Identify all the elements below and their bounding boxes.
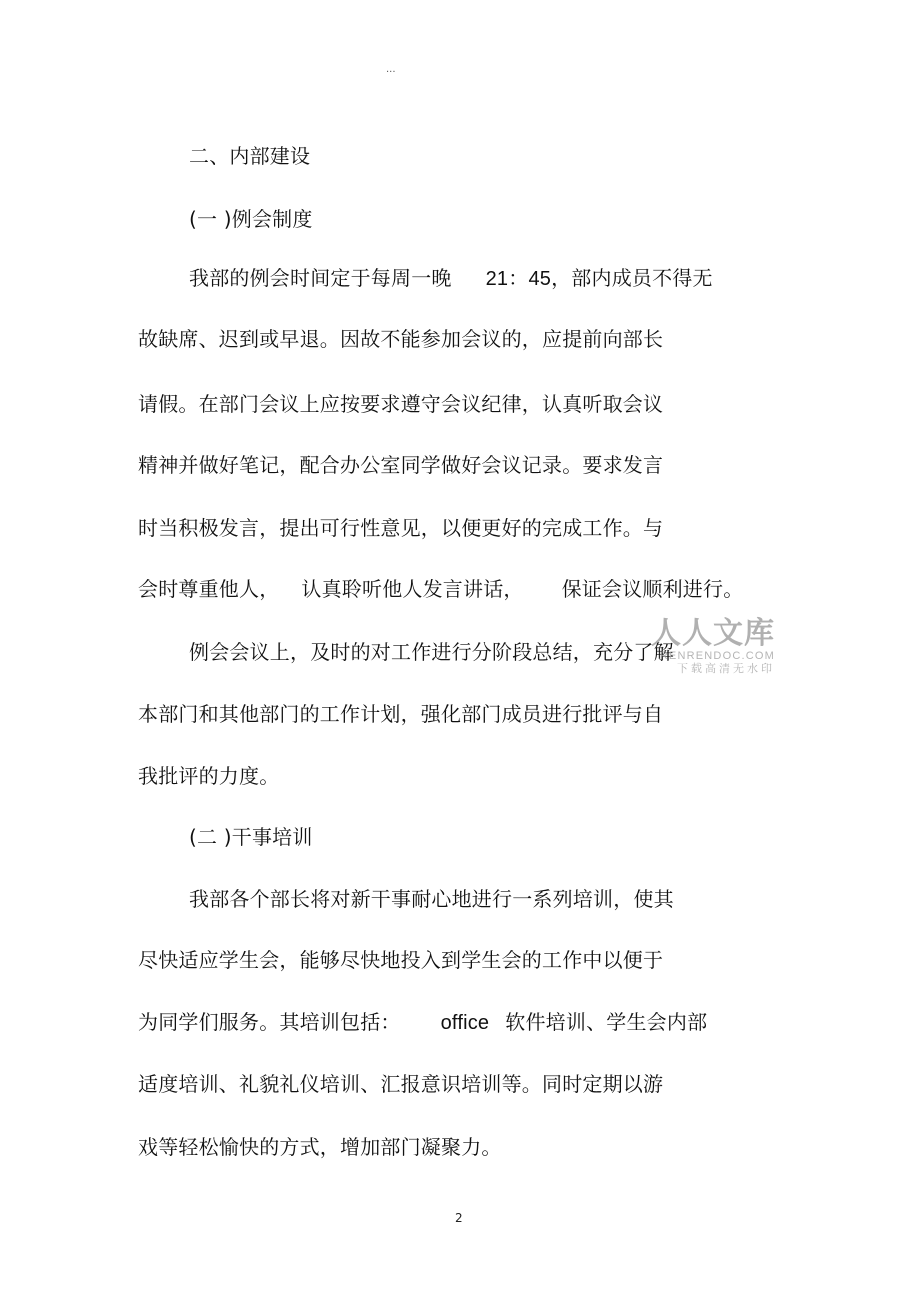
meeting-time: 21：45 [485, 268, 552, 290]
paragraph-line: 本部门和其他部门的工作计划，强化部门成员进行批评与自 [138, 702, 664, 726]
header-ellipsis: ... [386, 64, 396, 75]
page-number: 2 [455, 1211, 463, 1225]
text-span: 会时尊重他人， [138, 577, 280, 601]
text-span: 软件培训、学生会内部 [505, 1010, 708, 1034]
watermark-logo [640, 618, 775, 675]
paragraph-line: 适度培训、礼貌礼仪培训、汇报意识培训等。同时定期以游 [138, 1072, 664, 1096]
office-text: office [440, 1012, 490, 1034]
text-span: 为同学们服务。其培训包括： [138, 1010, 401, 1034]
paragraph-line [138, 574, 743, 604]
paragraph-line: 请假。在部门会议上应按要求遵守会议纪律，认真听取会议 [138, 392, 664, 416]
paragraph-line [138, 1007, 707, 1038]
paragraph-line [189, 263, 713, 294]
text-span: 我部的例会时间定于每周一晚 [189, 266, 452, 290]
paragraph-line: 尽快适应学生会，能够尽快地投入到学生会的工作中以便于 [138, 948, 664, 972]
paragraph-line: 精神并做好笔记，配合办公室同学做好会议记录。要求发言 [138, 453, 664, 477]
watermark-slogan: 下载高清无水印 [677, 662, 775, 675]
text-span: 认真聆听他人发言讲话， [301, 577, 524, 601]
subsection-heading-meetings: (一 )例会制度 [189, 207, 313, 231]
section-heading: 二、内部建设 [189, 144, 311, 168]
text-span: ，部内成员不得无 [551, 266, 713, 290]
paragraph-line: 故缺席、迟到或早退。因故不能参加会议的，应提前向部长 [138, 327, 664, 351]
subsection-heading-training: (二 )干事培训 [189, 825, 313, 849]
text-span: 保证会议顺利进行。 [561, 577, 744, 601]
paragraph-line: 例会会议上，及时的对工作进行分阶段总结，充分了解 [189, 640, 674, 664]
paragraph-line: 我批评的力度。 [138, 764, 280, 788]
watermark-title: 人人文库 [651, 616, 775, 651]
watermark-url: RENRENDOC.COM [659, 650, 775, 662]
paragraph-line: 我部各个部长将对新干事耐心地进行一系列培训，使其 [189, 887, 674, 911]
paragraph-line: 戏等轻松愉快的方式，增加部门凝聚力。 [138, 1135, 502, 1159]
paragraph-line: 时当积极发言，提出可行性意见，以便更好的完成工作。与 [138, 516, 664, 540]
